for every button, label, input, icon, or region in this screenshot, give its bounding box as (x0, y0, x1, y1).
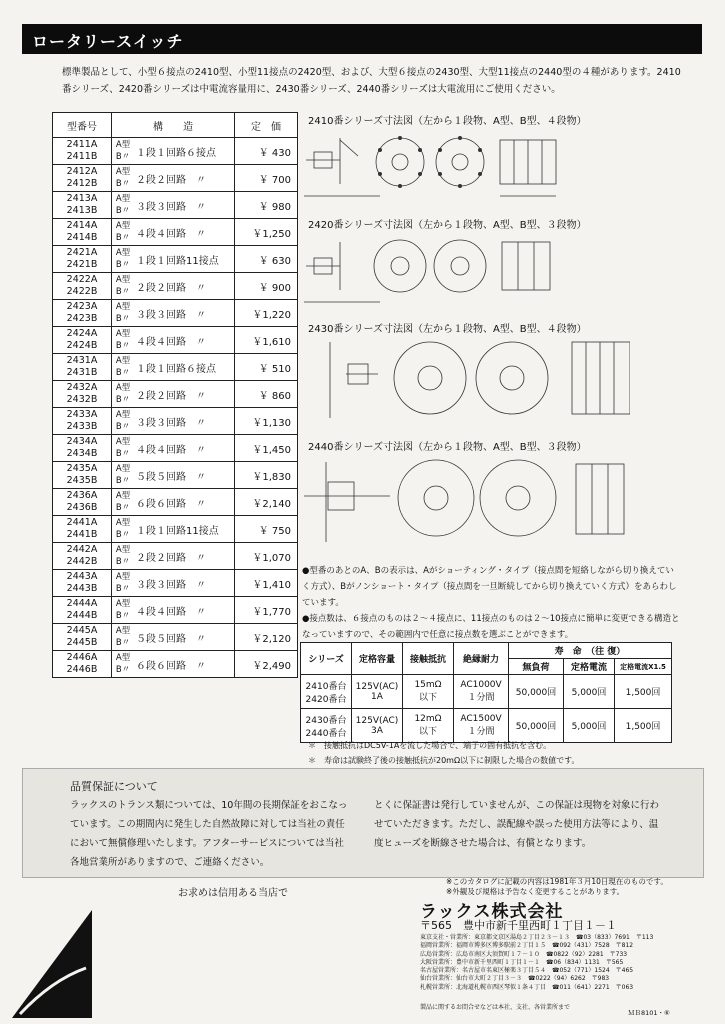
structure-text: ３段３回路 〃 (136, 201, 206, 213)
structure-cell (134, 327, 235, 354)
type-labels (112, 246, 135, 273)
model-a: 2444A (66, 598, 98, 609)
type-b-label: B〃 (115, 314, 131, 324)
footnote-contact: ＊ 接触抵抗はDC5V-1Aを流した場合で、端子の固有抵抗を含む。 (308, 741, 552, 750)
life-r1-series: 2410番台 2420番台 (301, 675, 352, 709)
specification-table (300, 642, 672, 743)
type-a-label: A型 (115, 599, 131, 609)
price-cell: ￥1,450 (235, 435, 298, 462)
price-cell: ￥1,830 (235, 462, 298, 489)
model-a: 2424A (66, 328, 98, 339)
model-number (53, 192, 112, 219)
model-a: 2443A (66, 571, 98, 582)
model-a: 2441A (66, 517, 98, 528)
type-b-label: B〃 (115, 584, 131, 594)
type-a-label: A型 (115, 356, 131, 366)
table-row (53, 273, 298, 300)
structure-text: ５段５回路 〃 (136, 633, 206, 645)
quality-text-left: ラックスのトランス類については、10年間の長期保証をおこなっています。この期間内に発生した自然故障に対しては当社の責任において無償修理いたします。アフターサービスについては当社各地営業所がありますので、ご連絡ください。 (70, 800, 348, 868)
price-cell: ￥1,130 (235, 408, 298, 435)
model-b: 2422B (66, 286, 98, 297)
type-a-label: A型 (115, 140, 131, 150)
structure-cell (134, 597, 235, 624)
model-number (53, 408, 112, 435)
price-cell: ￥1,410 (235, 570, 298, 597)
model-b: 2434B (66, 448, 98, 459)
type-b-label: B〃 (115, 206, 131, 216)
type-labels (112, 273, 135, 300)
model-number (53, 219, 112, 246)
life-header-contact: 接触抵抗 (403, 643, 454, 675)
life-r1-rated: 5,000回 (564, 675, 615, 709)
model-b: 2436B (66, 502, 98, 513)
model-number (53, 651, 112, 678)
structure-cell (134, 192, 235, 219)
life-r1-insulation: AC1000V １分間 (454, 675, 509, 709)
brand-triangle-icon (12, 910, 92, 1018)
life-header-insulation: 絶縁耐力 (454, 643, 509, 675)
structure-text: ３段３回路 〃 (136, 309, 206, 321)
structure-cell (134, 273, 235, 300)
price-cell: ￥2,490 (235, 651, 298, 678)
type-labels (112, 597, 135, 624)
table-row (53, 597, 298, 624)
life-r1-rating: 125V(AC) 1A (352, 675, 403, 709)
price-cell: ￥ 900 (235, 273, 298, 300)
model-b: 2435B (66, 475, 98, 486)
type-b-label: B〃 (115, 368, 131, 378)
model-a: 2411A (66, 139, 98, 150)
price-cell: ￥1,220 (235, 300, 298, 327)
table-row (53, 489, 298, 516)
type-b-label: B〃 (115, 638, 131, 648)
model-number (53, 246, 112, 273)
structure-text: ２段２回路 〃 (136, 552, 206, 564)
type-a-label: A型 (115, 383, 131, 393)
model-number (53, 300, 112, 327)
life-r2-noload: 50,000回 (509, 709, 564, 743)
price-cell: ￥2,120 (235, 624, 298, 651)
structure-text: １段１回路６接点 (136, 363, 216, 375)
structure-text: ５段５回路 〃 (136, 471, 206, 483)
type-a-label: A型 (115, 545, 131, 555)
structure-text: ６段６回路 〃 (136, 660, 206, 672)
structure-text: １段１回路11接点 (136, 525, 219, 537)
life-r2-rated: 5,000回 (564, 709, 615, 743)
model-b: 2443B (66, 583, 98, 594)
model-number (53, 273, 112, 300)
model-number (53, 435, 112, 462)
type-labels (112, 300, 135, 327)
price-cell: ￥ 980 (235, 192, 298, 219)
note-contacts: ●接点数は、６接点のものは２～４接点に、11接点のものは２～10接点に簡単に変更できる構造となっていますので、その範囲内で任意に接点数を選ぶことができます。 (302, 614, 680, 640)
life-r2-insulation: AC1500V １分間 (454, 709, 509, 743)
table-row (53, 408, 298, 435)
structure-text: １段１回路６接点 (136, 147, 216, 159)
table-row (53, 165, 298, 192)
diagram-title-2420: 2420番シリーズ寸法図（左から１段物、A型、B型、３段物） (308, 220, 587, 231)
model-a: 2445A (66, 625, 98, 636)
table-row (53, 192, 298, 219)
life-r2-rating: 125V(AC) 3A (352, 709, 403, 743)
table-row (53, 570, 298, 597)
type-labels (112, 138, 135, 165)
model-b: 2424B (66, 340, 98, 351)
table-row (53, 354, 298, 381)
type-labels (112, 435, 135, 462)
type-a-label: A型 (115, 194, 131, 204)
price-cell: ￥ 700 (235, 165, 298, 192)
type-a-label: A型 (115, 491, 131, 501)
type-b-label: B〃 (115, 179, 131, 189)
model-a: 2421A (66, 247, 98, 258)
type-labels (112, 624, 135, 651)
structure-text: ４段４回路 〃 (136, 444, 206, 456)
model-a: 2422A (66, 274, 98, 285)
structure-text: ２段２回路 〃 (136, 174, 206, 186)
store-note: お求めは信用ある当店で (178, 888, 288, 899)
type-a-label: A型 (115, 248, 131, 258)
model-b: 2431B (66, 367, 98, 378)
type-a-label: A型 (115, 221, 131, 231)
header-model: 型番号 (53, 113, 112, 138)
diagram-title-2430: 2430番シリーズ寸法図（左から１段物、A型、B型、４段物） (308, 324, 587, 335)
diagram-title-2440: 2440番シリーズ寸法図（左から１段物、A型、B型、３段物） (308, 442, 587, 453)
structure-cell (134, 219, 235, 246)
type-labels (112, 381, 135, 408)
type-b-label: B〃 (115, 476, 131, 486)
type-labels (112, 219, 135, 246)
model-a: 2433A (66, 409, 98, 420)
table-row (53, 462, 298, 489)
type-labels (112, 543, 135, 570)
model-price-table (52, 112, 298, 678)
type-labels (112, 192, 135, 219)
table-row (53, 138, 298, 165)
model-number (53, 489, 112, 516)
table-row (53, 543, 298, 570)
structure-cell (134, 516, 235, 543)
type-b-label: B〃 (115, 341, 131, 351)
structure-text: ３段３回路 〃 (136, 417, 206, 429)
structure-cell (134, 165, 235, 192)
type-a-label: A型 (115, 167, 131, 177)
model-a: 2412A (66, 166, 98, 177)
life-header-rated: 定格電流 (564, 659, 615, 675)
model-number (53, 516, 112, 543)
type-labels (112, 570, 135, 597)
type-a-label: A型 (115, 626, 131, 636)
price-cell: ￥ 750 (235, 516, 298, 543)
price-cell: ￥1,070 (235, 543, 298, 570)
quality-title: 品質保証について (70, 780, 158, 793)
life-r2-rated15: 1,500回 (615, 709, 672, 743)
model-a: 2442A (66, 544, 98, 555)
type-a-label: A型 (115, 410, 131, 420)
footnote-life: ＊ 寿命は試験終了後の接触抵抗が20mΩ以下に制限した場合の数値です。 (308, 756, 580, 765)
life-header-life: 寿 命 （往 復） (509, 643, 672, 659)
structure-text: ３段３回路 〃 (136, 579, 206, 591)
type-b-label: B〃 (115, 233, 131, 243)
model-a: 2435A (66, 463, 98, 474)
structure-cell (134, 624, 235, 651)
model-number (53, 354, 112, 381)
model-a: 2432A (66, 382, 98, 393)
type-b-label: B〃 (115, 422, 131, 432)
price-cell: ￥ 860 (235, 381, 298, 408)
type-a-label: A型 (115, 302, 131, 312)
structure-cell (134, 354, 235, 381)
table-row (53, 246, 298, 273)
life-header-rating: 定格容量 (352, 643, 403, 675)
price-cell: ￥ 430 (235, 138, 298, 165)
type-a-label: A型 (115, 329, 131, 339)
table-row (53, 327, 298, 354)
model-b: 2412B (66, 178, 98, 189)
structure-text: ２段２回路 〃 (136, 390, 206, 402)
model-b: 2446B (66, 664, 98, 675)
structure-cell (134, 570, 235, 597)
page-title: ロータリースイッチ (32, 32, 184, 51)
type-a-label: A型 (115, 464, 131, 474)
table-row (53, 381, 298, 408)
structure-cell (134, 543, 235, 570)
type-labels (112, 489, 135, 516)
model-a: 2414A (66, 220, 98, 231)
price-cell: ￥1,250 (235, 219, 298, 246)
type-a-label: A型 (115, 653, 131, 663)
model-b: 2433B (66, 421, 98, 432)
table-row (53, 219, 298, 246)
structure-cell (134, 300, 235, 327)
model-number (53, 381, 112, 408)
life-header-noload: 無負荷 (509, 659, 564, 675)
type-a-label: A型 (115, 437, 131, 447)
header-price: 定 価 (235, 113, 298, 138)
structure-cell (134, 435, 235, 462)
type-a-label: A型 (115, 275, 131, 285)
type-labels (112, 408, 135, 435)
table-row (53, 624, 298, 651)
type-labels (112, 462, 135, 489)
type-b-label: B〃 (115, 395, 131, 405)
model-number (53, 165, 112, 192)
structure-text: ４段４回路 〃 (136, 336, 206, 348)
model-a: 2431A (66, 355, 98, 366)
notes (302, 563, 682, 643)
model-b: 2423B (66, 313, 98, 324)
type-b-label: B〃 (115, 503, 131, 513)
price-cell: ￥1,770 (235, 597, 298, 624)
structure-text: ４段４回路 〃 (136, 228, 206, 240)
model-b: 2414B (66, 232, 98, 243)
company-address: 〒565 豊中市新千里西町１丁目１－１ (420, 919, 617, 932)
type-labels (112, 327, 135, 354)
table-row (53, 651, 298, 678)
life-r1-rated15: 1,500回 (615, 675, 672, 709)
structure-cell (134, 462, 235, 489)
company-name: ラックス株式会社 (420, 902, 564, 922)
model-number (53, 327, 112, 354)
diagram-2420 (300, 230, 560, 312)
diagram-2410 (300, 126, 560, 208)
branch-list: 東京支社・営業所：東京都文京区湯島２丁目２３－１３ ☎03（833）7691 〒113 福岡営業所：福岡市博多区博多駅前２丁目１５ ☎092（431）7528 〒812 広島営業所：広島市南区大須賀町１７－１０ ☎0822（92）2281 〒733 大阪営業所：豊中市新千里西町１丁目１－１ ☎06（834）1131 〒565 名古屋営業所：名古屋市名東区極楽３丁目５４ ☎052（771）1524 〒465 仙台営業所：仙台市大町２丁目３－３ ☎0222（94）6262 〒983 札幌営業所：北海道札幌市西区琴似１条４丁目 ☎011（641）2271 〒063 (420, 934, 654, 991)
model-b: 2444B (66, 610, 98, 621)
life-r2-series: 2430番台 2440番台 (301, 709, 352, 743)
catalog-note: ※このカタログに記載の内容は1981年３月10日現在のものです。 ※外観及び規格は予告なく変更することがあります。 (446, 877, 668, 896)
type-b-label: B〃 (115, 287, 131, 297)
price-cell: ￥ 630 (235, 246, 298, 273)
price-cell: ￥2,140 (235, 489, 298, 516)
life-header-series: シリーズ (301, 643, 352, 675)
table-row (53, 516, 298, 543)
structure-cell (134, 381, 235, 408)
diagram-2430 (300, 334, 630, 426)
note-ab-type: ●型番のあとのA、Bの表示は、Aがショーティング・タイプ（接点間を短絡しながら切り換えていく方式）、Bがノンショート・タイプ（接点間を一旦断続してから切り換えていく方式）をあらわしています。 (302, 566, 677, 608)
model-a: 2423A (66, 301, 98, 312)
model-number (53, 138, 112, 165)
type-b-label: B〃 (115, 260, 131, 270)
type-a-label: A型 (115, 572, 131, 582)
structure-cell (134, 246, 235, 273)
type-b-label: B〃 (115, 557, 131, 567)
structure-text: ４段４回路 〃 (136, 606, 206, 618)
model-number (53, 462, 112, 489)
intro-text: 標準製品として、小型６接点の2410型、小型11接点の2420型、および、大型６接点の2430型、大型11接点の2440型の４種があります。2410番シリーズ、2420番シリーズは中電流容量用に、2430番シリーズ、2440番シリーズは大電流用にご使用ください。 (62, 67, 681, 95)
type-labels (112, 354, 135, 381)
type-labels (112, 165, 135, 192)
structure-cell (134, 408, 235, 435)
model-b: 2421B (66, 259, 98, 270)
table-row (53, 300, 298, 327)
structure-cell (134, 651, 235, 678)
structure-text: ２段２回路 〃 (136, 282, 206, 294)
life-r2-contact: 12mΩ 以下 (403, 709, 454, 743)
type-labels (112, 651, 135, 678)
structure-cell (134, 138, 235, 165)
model-a: 2446A (66, 652, 98, 663)
model-b: 2432B (66, 394, 98, 405)
inquiry-note: 製品に関するお問合せなどは本社、支社、各営業所まで (420, 1004, 571, 1011)
model-number (53, 597, 112, 624)
title-bar (22, 24, 702, 54)
type-b-label: B〃 (115, 152, 131, 162)
model-number (53, 543, 112, 570)
type-labels (112, 516, 135, 543)
price-cell: ￥ 510 (235, 354, 298, 381)
structure-cell (134, 489, 235, 516)
table-row (53, 435, 298, 462)
model-b: 2413B (66, 205, 98, 216)
header-structure: 構 造 (112, 113, 235, 138)
model-a: 2436A (66, 490, 98, 501)
type-a-label: A型 (115, 518, 131, 528)
structure-text: ６段６回路 〃 (136, 498, 206, 510)
diagram-2440 (300, 452, 640, 552)
model-b: 2411B (66, 151, 98, 162)
type-b-label: B〃 (115, 611, 131, 621)
life-header-rated15: 定格電流X1.5 (615, 659, 672, 675)
model-b: 2442B (66, 556, 98, 567)
model-b: 2445B (66, 637, 98, 648)
price-cell: ￥1,610 (235, 327, 298, 354)
type-b-label: B〃 (115, 530, 131, 540)
type-b-label: B〃 (115, 449, 131, 459)
diagram-title-2410: 2410番シリーズ寸法図（左から１段物、A型、B型、４段物） (308, 116, 587, 127)
model-a: 2434A (66, 436, 98, 447)
life-r1-noload: 50,000回 (509, 675, 564, 709)
structure-text: １段１回路11接点 (136, 255, 219, 267)
model-number (53, 624, 112, 651)
model-a: 2413A (66, 193, 98, 204)
model-b: 2441B (66, 529, 98, 540)
type-b-label: B〃 (115, 665, 131, 675)
quality-text-right: とくに保証書は発行していませんが、この保証は現物を対象に行わせていただきます。ただし、誤配線や誤った使用方法等により、温度ヒューズを断線させた場合は、有償となります。 (374, 800, 660, 849)
life-r1-contact: 15mΩ 以下 (403, 675, 454, 709)
document-code: ＭＢ8101・⑥ (628, 1009, 670, 1017)
model-number (53, 570, 112, 597)
